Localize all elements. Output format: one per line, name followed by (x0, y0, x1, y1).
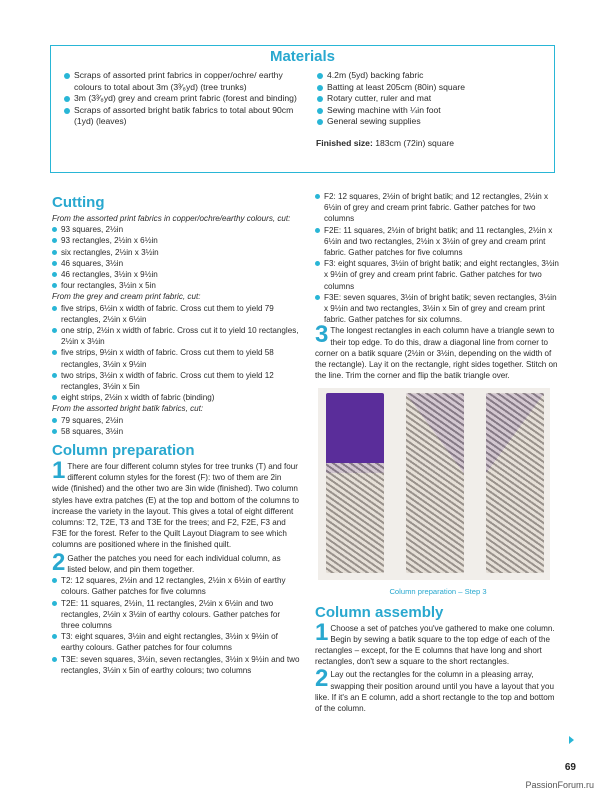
step-number: 2 (52, 548, 66, 576)
fabric-strip-image (326, 393, 384, 573)
step-text: There are four different column styles for tree trunks (T) and four different column styles for the forest (F): two of them are 2in wide (finished) and the other two are 3in wide (finished). Two column styles have extra patches (E) at the top and bottom of the columns to increase the variety in the layout. This gives a total of eight different columns: T2, T2E, T3 and T3E for the trees; and F2, F2E, F3 and F3E for the forest. Refer to the Quilt Layout Diagram to see which columns are positioned where in the finished quilt. (52, 462, 299, 550)
materials-item: Batting at least 205cm (80in) square (316, 82, 546, 94)
column-list-item: F3: eight squares, 3½in of bright batik; and eight rectangles, 3½in x 9½in of grey and cream print fabric. Gather patches for two columns (315, 258, 561, 292)
cutting-item: 46 rectangles, 3½in x 9½in (52, 269, 300, 280)
right-column (315, 191, 561, 714)
cutting-item: eight strips, 2½in x width of fabric (binding) (52, 392, 300, 403)
finished-size-label: Finished size: (316, 137, 373, 148)
photo-caption: Column preparation – Step 3 (389, 587, 487, 597)
assembly-step-2 (315, 665, 561, 714)
materials-title: Materials (269, 48, 336, 65)
materials-item: Scraps of assorted print fabrics in copper/ochre/ earthy colours to total about 3m (3³⁄₈yd) (tree trunks) (63, 70, 303, 93)
materials-box (50, 45, 555, 173)
cutting-item: one strip, 2½in x width of fabric. Cross cut it to yield 10 rectangles, 2½in x 3½in (52, 325, 300, 347)
column-list-item: F3E: seven squares, 3½in of bright batik; seven rectangles, 3½in x 9½in and two rectangles, 3½in x 5in of grey and cream print fabric. Gather patches for six columns. (315, 292, 561, 326)
step-number: 1 (52, 457, 66, 485)
left-column (52, 194, 300, 676)
column-prep-step-2 (52, 548, 300, 576)
step-text: Choose a set of patches you've gathered to make one column. Begin by sewing a batik square to the top edge of each of the rectangles – except, for the E columns that have long and short rectangles, don't sew a square to the short rectangles. (315, 623, 555, 667)
cutting-item: five strips, 6½in x width of fabric. Cross cut them to yield 79 rectangles, 2½in x 6½in (52, 303, 300, 325)
column-list-item: T2: 12 squares, 2½in and 12 rectangles, 2½in x 6½in of earthy colours. Gather patches for five columns (52, 575, 300, 597)
cutting-item: two strips, 3½in x width of fabric. Cross cut them to yield 12 rectangles, 3½in x 5in (52, 370, 300, 392)
next-page-arrow-icon (569, 736, 574, 744)
column-list-item: T3: eight squares, 3½in and eight rectangles, 3½in x 9½in of earthy colours. Gather patches for four columns (52, 631, 300, 653)
materials-item: General sewing supplies (316, 116, 546, 128)
materials-item: 4.2m (5yd) backing fabric (316, 70, 546, 82)
finished-size (316, 138, 546, 150)
fabric-strip-image (406, 393, 464, 573)
column-prep-heading: Column preparation (52, 442, 195, 460)
cutting-intro-batik: From the assorted bright batik fabrics, cut: (52, 404, 204, 414)
materials-right-column (316, 70, 546, 150)
column-list-item: F2E: 11 squares, 2½in of bright batik; and 11 rectangles, 2½in x 6½in and two rectangles, 2½in x 3½in of grey and cream print fabric. Gather patches for five columns (315, 225, 561, 259)
step-number: 3 (315, 321, 329, 349)
cutting-intro-earthy: From the assorted print fabrics in copper/ochre/earthy colours, cut: (52, 214, 291, 223)
materials-item: Scraps of assorted bright batik fabrics to total about 90cm (1yd) (leaves) (63, 105, 303, 128)
materials-left-column (63, 70, 303, 128)
page-number: 69 (564, 762, 576, 773)
step-text: The longest rectangles in each column have a triangle sewn to their top edge. To do this, draw a diagonal line from corner to corner on a batik square (2½in or 3½in, depending on the width of the rectangle). Lay it on the rectangle, right sides together. Stitch on the line. Trim the corner and flip the batik triangle over. (315, 326, 558, 381)
step-3-photo (318, 388, 550, 580)
column-list-item: T2E: 11 squares, 2½in, 11 rectangles, 2½in x 6½in and two rectangles, 2½in x 3½in of earthy colours. Gather patches for three columns (52, 598, 300, 632)
finished-size-value: 183cm (72in) square (372, 137, 455, 148)
column-assembly-heading: Column assembly (315, 603, 444, 621)
cutting-item: 93 rectangles, 2½in x 6½in (52, 235, 300, 246)
step-text: Lay out the rectangles for the column in a pleasing array, swapping their position around until you have a layout that you like. If it's an E column, add a short rectangle to the top and bottom of the column. (315, 670, 555, 714)
cutting-item: 46 squares, 3½in (52, 258, 300, 269)
assembly-step-1 (315, 618, 561, 668)
fabric-strip-image (486, 393, 544, 573)
step-number: 2 (315, 665, 329, 693)
materials-item: 3m (3³⁄₈yd) grey and cream print fabric (forest and binding) (63, 93, 303, 105)
cutting-item: six rectangles, 2½in x 3½in (52, 247, 300, 258)
cutting-item: 93 squares, 2½in (52, 224, 300, 235)
cutting-item: five strips, 9½in x width of fabric. Cross cut them to yield 58 rectangles, 3½in x 9½in (52, 347, 300, 369)
watermark: PassionForum.ru (525, 780, 594, 790)
cutting-item: four rectangles, 3½in x 5in (52, 280, 300, 291)
materials-item: Sewing machine with ¼in foot (316, 105, 546, 117)
cutting-item: 79 squares, 2½in (52, 415, 300, 426)
column-list-item: T3E: seven squares, 3½in, seven rectangles, 3½in x 9½in and two rectangles, 3½in x 5in of earthy colours; two columns (52, 654, 300, 676)
column-list-item: F2: 12 squares, 2½in of bright batik; and 12 rectangles, 2½in x 6½in of grey and cream print fabric. Gather patches for two columns (315, 191, 561, 225)
column-prep-step-3 (315, 321, 561, 381)
cutting-item: 58 squares, 3½in (52, 426, 300, 437)
cutting-heading: Cutting (52, 194, 105, 211)
cutting-intro-grey: From the grey and cream print fabric, cut: (52, 292, 201, 302)
step-text: Gather the patches you need for each individual column, as listed below, and pin them together. (67, 553, 281, 574)
step-number: 1 (315, 618, 329, 646)
column-prep-step-1 (52, 457, 300, 551)
materials-item: Rotary cutter, ruler and mat (316, 93, 546, 105)
